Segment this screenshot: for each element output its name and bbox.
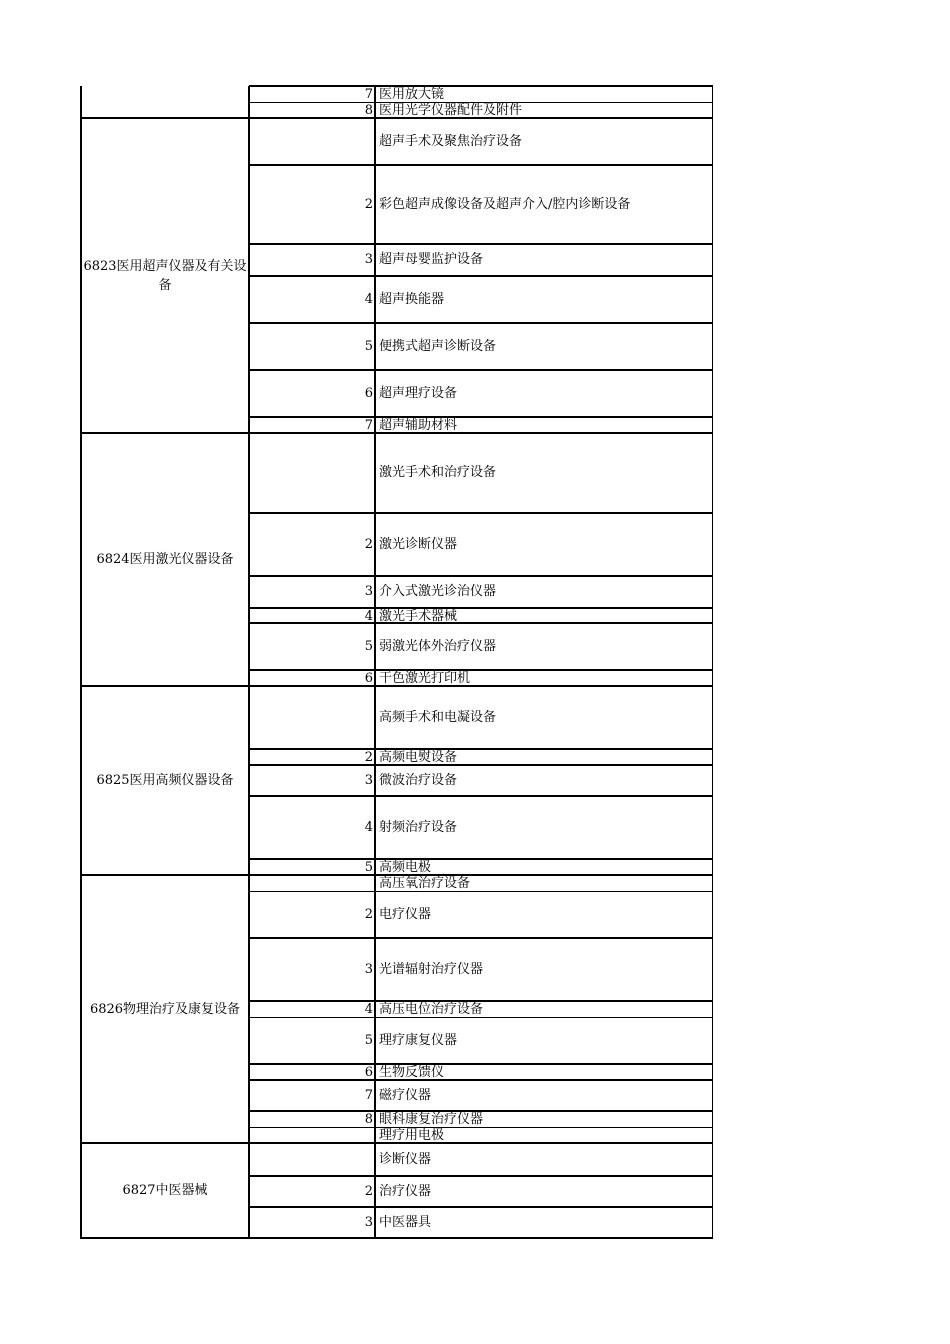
row-separator <box>249 891 713 892</box>
item-number: 6 <box>364 385 373 401</box>
item-number: 7 <box>364 418 373 433</box>
row-separator <box>249 622 713 624</box>
item-name: 眼科康复治疗仪器 <box>379 1112 484 1127</box>
item-name: 高频电极 <box>379 860 432 875</box>
item-name: 超声理疗设备 <box>379 385 458 401</box>
item-number: 6 <box>364 1065 373 1080</box>
item-number: 5 <box>364 860 373 875</box>
category-cell <box>82 1143 248 1238</box>
category-cell <box>82 118 248 433</box>
item-name: 射频治疗设备 <box>379 819 458 835</box>
item-name: 生物反馈仪 <box>379 1065 445 1080</box>
row-separator <box>249 416 713 418</box>
item-name: 诊断仪器 <box>379 1151 432 1167</box>
category-cell <box>82 86 248 118</box>
item-name: 医用放大镜 <box>379 87 445 102</box>
category-label: 6825医用高频仪器设备 <box>96 773 234 788</box>
row-separator <box>249 575 713 577</box>
row-separator <box>249 164 713 166</box>
item-name: 理疗用电极 <box>379 1128 445 1143</box>
row-separator <box>249 937 713 939</box>
item-number: 4 <box>364 819 373 835</box>
row-separator <box>249 764 713 766</box>
row-separator <box>249 243 713 245</box>
item-name: 高压氧治疗设备 <box>379 876 471 891</box>
row-separator <box>249 1175 713 1177</box>
row-separator <box>249 1079 713 1081</box>
item-name: 激光手术器械 <box>379 609 458 624</box>
item-number: 5 <box>364 1032 373 1048</box>
item-name: 光谱辐射治疗仪器 <box>379 961 484 977</box>
item-number: 7 <box>364 87 373 102</box>
item-number: 3 <box>364 1214 373 1230</box>
row-separator <box>249 748 713 750</box>
item-number: 3 <box>364 584 373 599</box>
item-name: 电疗仪器 <box>379 906 432 922</box>
item-number: 2 <box>364 1183 373 1199</box>
item-name: 便携式超声诊断设备 <box>379 338 497 354</box>
item-name: 弱激光体外治疗仪器 <box>379 638 497 654</box>
category-cell <box>82 875 248 1143</box>
item-name: 医用光学仪器配件及附件 <box>379 103 523 118</box>
column-divider-category <box>248 86 250 1238</box>
item-number: 2 <box>364 536 373 552</box>
row-separator <box>249 85 713 87</box>
item-name: 理疗康复仪器 <box>379 1032 458 1048</box>
row-separator <box>249 858 713 860</box>
item-number: 8 <box>364 103 373 118</box>
item-number: 4 <box>364 1002 373 1017</box>
item-name: 超声母婴监护设备 <box>379 252 484 267</box>
row-separator <box>249 669 713 671</box>
item-name: 高压电位治疗设备 <box>379 1002 484 1017</box>
item-name: 彩色超声成像设备及超声介入/腔内诊断设备 <box>379 196 631 212</box>
item-number: 4 <box>364 291 373 307</box>
category-cell <box>82 433 248 686</box>
table-right-border <box>712 86 713 1238</box>
category-label: 6827中医器械 <box>122 1183 208 1198</box>
item-name: 介入式激光诊治仪器 <box>379 584 497 599</box>
category-cell <box>82 686 248 875</box>
item-number: 8 <box>364 1112 373 1127</box>
item-name: 激光诊断仪器 <box>379 536 458 552</box>
item-name: 超声手术及聚焦治疗设备 <box>379 133 523 149</box>
item-number: 2 <box>364 196 373 212</box>
row-separator <box>249 795 713 797</box>
row-separator <box>249 1063 713 1065</box>
item-number: 3 <box>364 961 373 977</box>
category-label: 6826物理治疗及康复设备 <box>89 1001 241 1017</box>
item-name: 磁疗仪器 <box>379 1087 432 1103</box>
item-number: 2 <box>364 750 373 765</box>
item-number: 5 <box>364 338 373 354</box>
row-separator <box>249 369 713 371</box>
column-divider-number <box>374 86 376 1238</box>
item-name: 微波治疗设备 <box>379 772 458 788</box>
row-separator <box>249 607 713 609</box>
table-bottom-border <box>80 1237 713 1239</box>
row-separator <box>249 275 713 277</box>
category-label: 6824医用激光仪器设备 <box>96 552 234 567</box>
category-label: 6823医用超声仪器及有关设备 <box>83 258 247 293</box>
item-name: 干色激光打印机 <box>379 671 471 686</box>
item-name: 高频电熨设备 <box>379 750 458 765</box>
row-separator <box>249 512 713 514</box>
item-name: 超声换能器 <box>379 291 445 307</box>
item-name: 超声辅助材料 <box>379 418 458 433</box>
item-name: 治疗仪器 <box>379 1183 432 1199</box>
item-number: 3 <box>364 772 373 788</box>
item-name: 高频手术和电凝设备 <box>379 709 497 725</box>
item-number: 6 <box>364 671 373 686</box>
row-separator <box>249 1206 713 1208</box>
item-name: 中医器具 <box>379 1214 432 1230</box>
item-number: 4 <box>364 609 373 624</box>
item-number: 2 <box>364 906 373 922</box>
row-separator <box>249 322 713 324</box>
item-name: 激光手术和治疗设备 <box>379 465 497 480</box>
item-number: 5 <box>364 638 373 654</box>
item-number: 7 <box>364 1087 373 1103</box>
item-number: 3 <box>364 252 373 267</box>
